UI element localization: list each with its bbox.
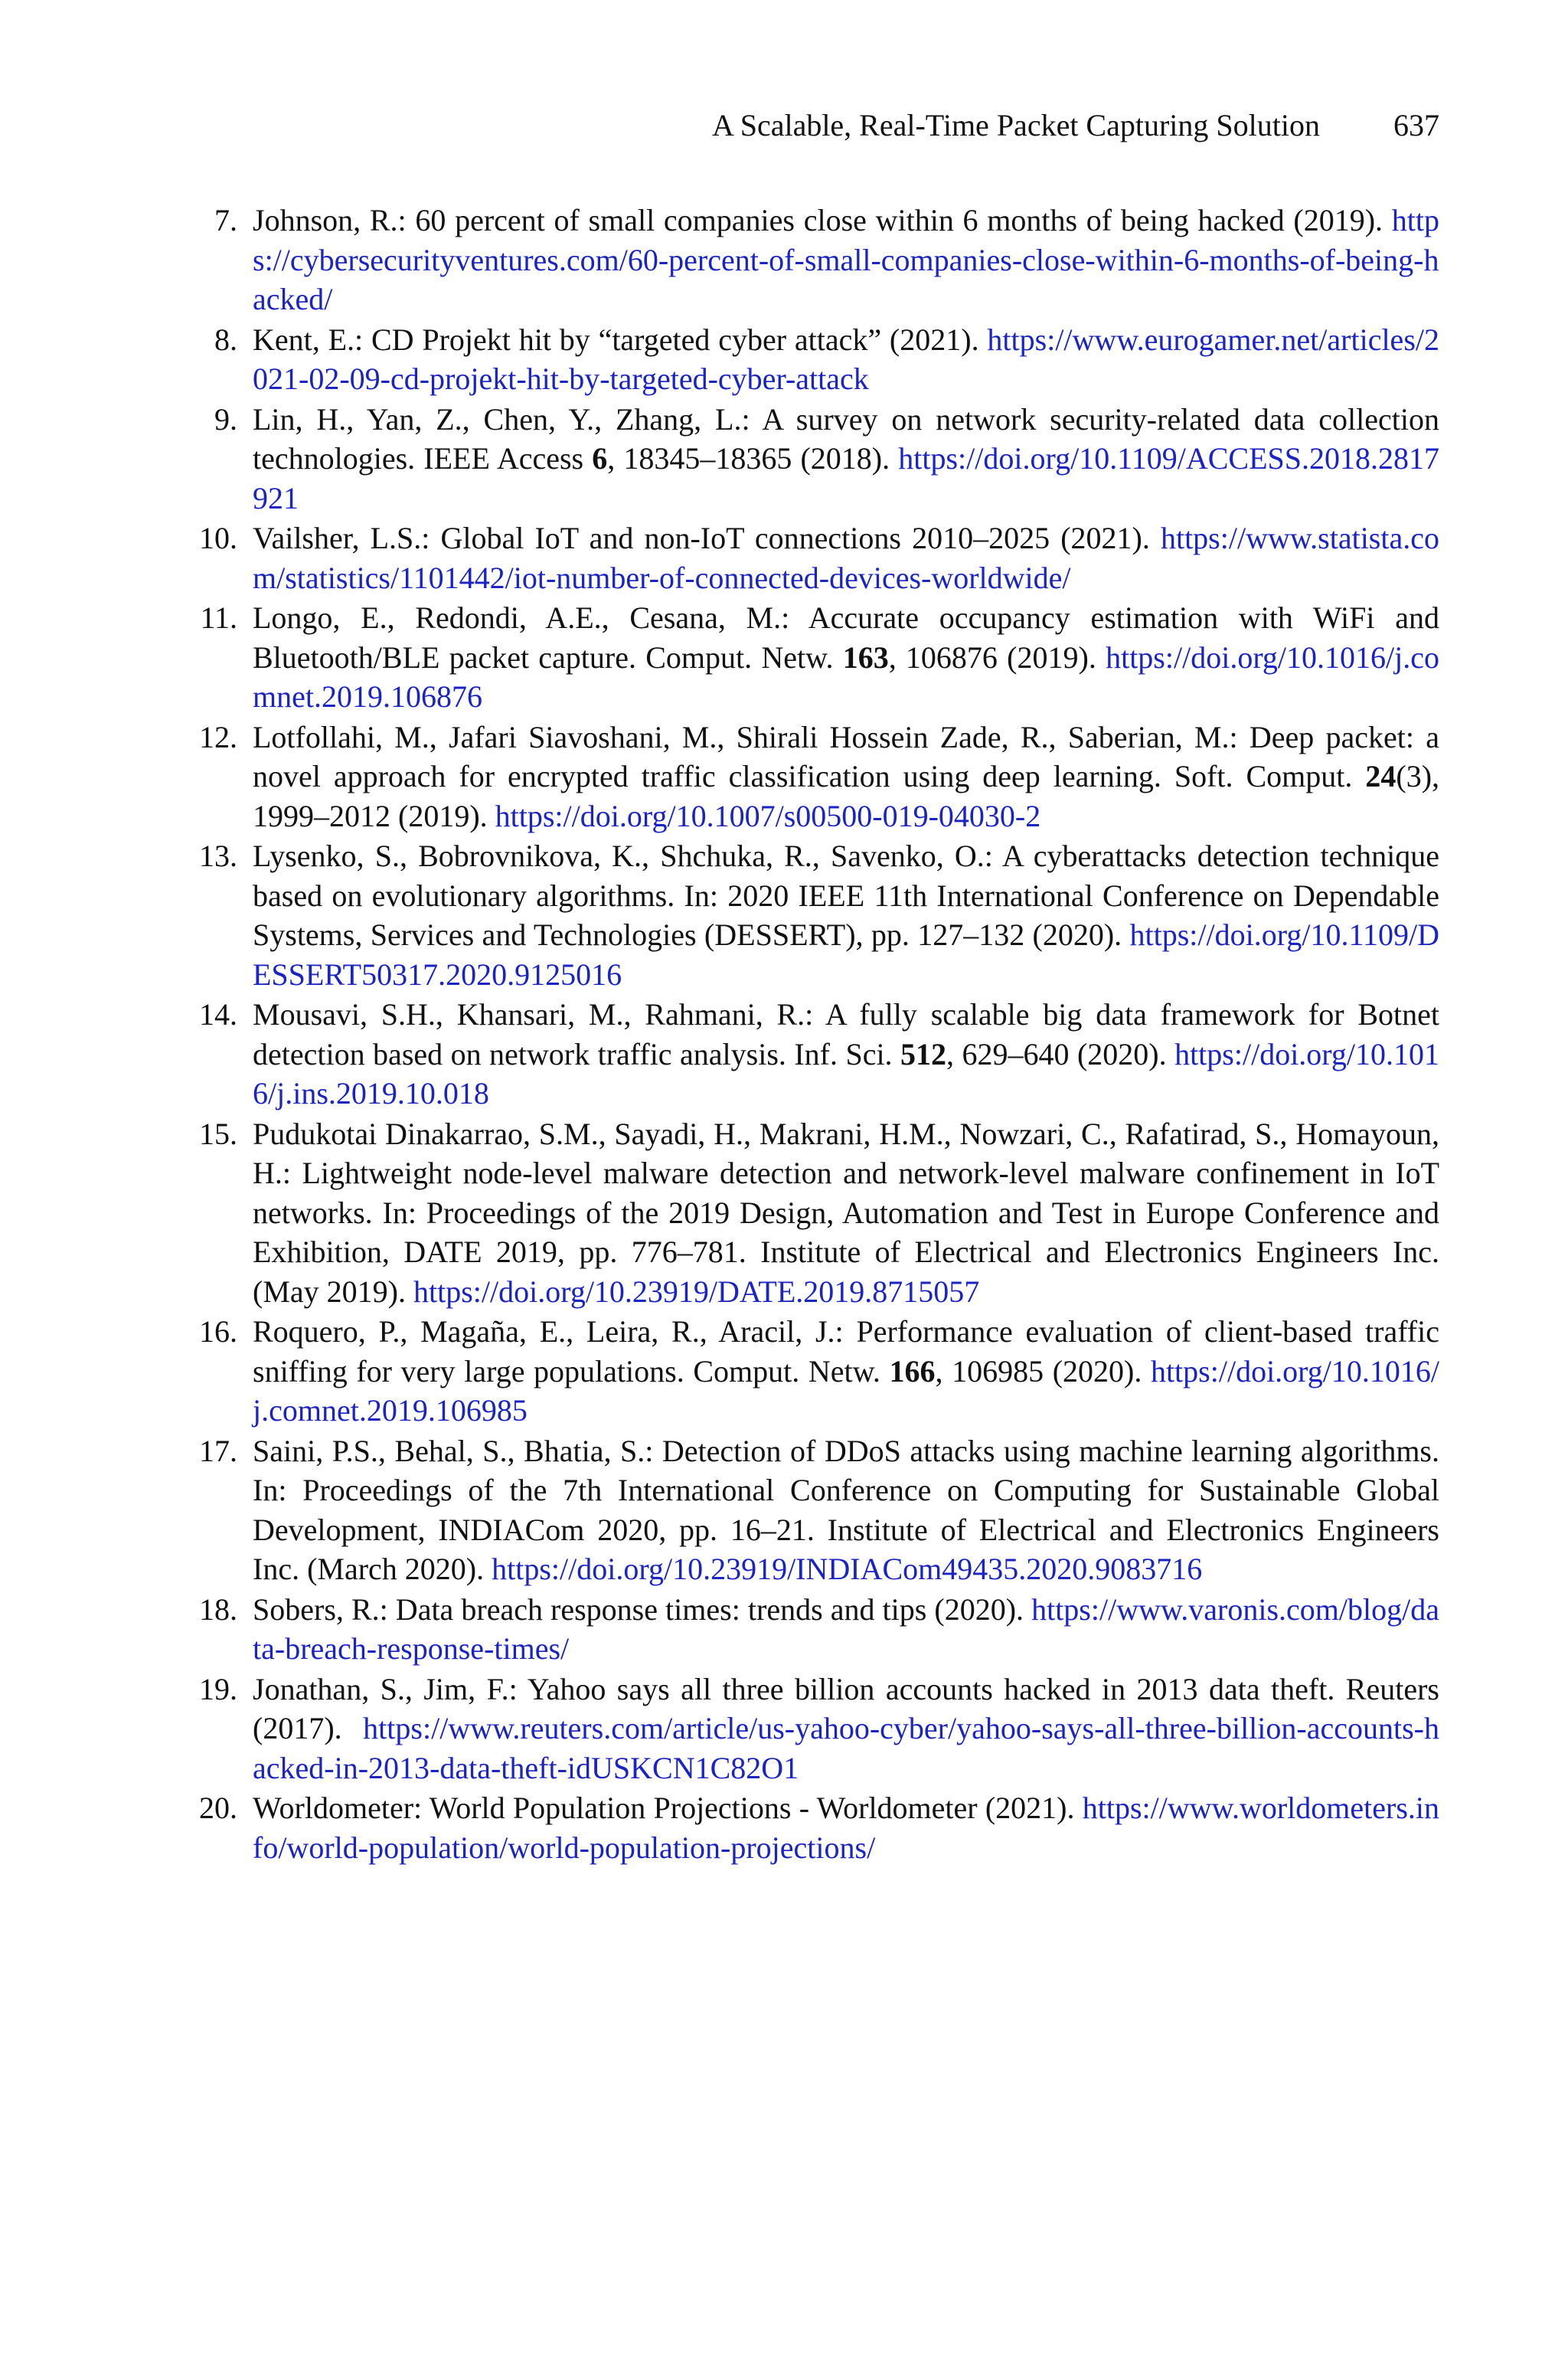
- reference-text: Sobers, R.: Data breach response times: trends and tips (2020).: [253, 1591, 1024, 1627]
- reference-link[interactable]: https://www.statista.com/statistics/1101442/iot-number-of-connected-devices-worldwide/: [253, 521, 1439, 595]
- reference-number: 18.: [199, 1591, 237, 1627]
- reference-item: [190, 1114, 1439, 1312]
- reference-number: 17.: [199, 1433, 237, 1468]
- reference-link[interactable]: https://doi.org/10.1007/s00500-019-04030-2: [495, 798, 1041, 833]
- reference-item: [190, 1788, 1439, 1867]
- reference-text: Worldometer: World Population Projections - Worldometer (2021).: [253, 1791, 1075, 1825]
- reference-text: Johnson, R.: 60 percent of small companies close within 6 months of being hacked (2019).: [253, 203, 1383, 237]
- reference-text: Vailsher, L.S.: Global IoT and non-IoT connections 2010–2025 (2021).: [253, 521, 1150, 555]
- reference-item: [190, 1431, 1439, 1589]
- reference-number: 14.: [199, 997, 237, 1032]
- reference-text: Saini, P.S., Behal, S., Bhatia, S.: Detection of DDoS attacks using machine learning algorithms. In: Proceedings of the 7th International Conference on Computing for Sustainable Global Development, INDIACom 2020, pp. 16–21. Institute of Electrical and Electronics Engineers Inc. (March 2020).: [253, 1433, 1439, 1586]
- reference-volume: 24: [1365, 759, 1396, 793]
- reference-body: [253, 1312, 1439, 1431]
- reference-body: [253, 995, 1439, 1114]
- reference-item: [190, 1590, 1439, 1669]
- reference-number: 12.: [199, 719, 237, 754]
- reference-item: [190, 201, 1439, 319]
- reference-link[interactable]: https://doi.org/10.1016/j.comnet.2019.106876: [253, 639, 1440, 714]
- reference-item: [190, 995, 1439, 1114]
- reference-body: [253, 201, 1439, 319]
- reference-link[interactable]: https://cybersecurityventures.com/60-percent-of-small-companies-close-within-6-months-of-being-hacked/: [253, 203, 1440, 316]
- reference-item: [190, 1312, 1439, 1431]
- reference-link[interactable]: https://doi.org/10.1109/DESSERT50317.2020.9125016: [253, 918, 1439, 992]
- reference-text: Lotfollahi, M., Jafari Siavoshani, M., Shirali Hossein Zade, R., Saberian, M.: Deep packet: a novel approach for encrypted traffic classification using deep learning. Soft. Comput.: [253, 719, 1439, 793]
- reference-text-tail: , 106985 (2020).: [935, 1353, 1142, 1389]
- reference-body: [253, 1590, 1439, 1669]
- reference-item: [190, 400, 1439, 518]
- reference-text: Lysenko, S., Bobrovnikova, K., Shchuka, R., Savenko, O.: A cyberattacks detection technique based on evolutionary algorithms. In: 2020 IEEE 11th International Conference on Dependable Systems, Services and Technologies (DESSERT), pp. 127–132 (2020).: [253, 839, 1439, 952]
- reference-text-tail: (3), 1999–2012 (2019).: [253, 759, 1440, 833]
- reference-text: Pudukotai Dinakarrao, S.M., Sayadi, H., Makrani, H.M., Nowzari, C., Rafatirad, S., Homayoun, H.: Lightweight node-level malware detection and network-level malware confinement in IoT networks. In: Proceedings of the 2019 Design, Automation and Test in Europe Conference and Exhibition, DATE 2019, pp. 776–781. Institute of Electrical and Electronics Engineers Inc. (May 2019).: [253, 1116, 1439, 1309]
- reference-link[interactable]: https://www.worldometers.info/world-population/world-population-projections/: [253, 1791, 1439, 1865]
- reference-body: [253, 598, 1439, 717]
- reference-body: [253, 400, 1439, 518]
- reference-list: [190, 201, 1439, 1868]
- reference-number: 16.: [199, 1314, 237, 1349]
- reference-item: [190, 1670, 1439, 1788]
- reference-item: [190, 718, 1439, 836]
- reference-link[interactable]: https://doi.org/10.1016/j.comnet.2019.106985: [253, 1353, 1440, 1428]
- reference-text: Roquero, P., Magaña, E., Leira, R., Aracil, J.: Performance evaluation of client-based traffic sniffing for very large populations. Comput. Netw.: [253, 1314, 1439, 1389]
- reference-item: [190, 518, 1439, 597]
- reference-text-tail: , 18345–18365 (2018).: [607, 441, 890, 476]
- reference-number: 9.: [214, 401, 237, 437]
- reference-text: Mousavi, S.H., Khansari, M., Rahmani, R.: A fully scalable big data framework for Botnet detection based on network traffic analysis. Inf. Sci.: [253, 997, 1439, 1071]
- reference-link[interactable]: https://doi.org/10.23919/INDIACom49435.2020.9083716: [492, 1552, 1203, 1586]
- reference-body: [253, 1788, 1439, 1867]
- reference-text: Longo, E., Redondi, A.E., Cesana, M.: Accurate occupancy estimation with WiFi and Bluetooth/BLE packet capture. Comput. Netw.: [253, 600, 1439, 675]
- reference-volume: 512: [900, 1036, 947, 1071]
- reference-link[interactable]: https://www.eurogamer.net/articles/2021-02-09-cd-projekt-hit-by-targeted-cyber-attack: [253, 322, 1439, 396]
- running-title: A Scalable, Real-Time Packet Capturing Solution: [712, 108, 1320, 142]
- reference-volume: 6: [592, 441, 608, 476]
- reference-number: 19.: [199, 1671, 237, 1706]
- reference-number: 8.: [214, 322, 237, 357]
- reference-link[interactable]: https://www.varonis.com/blog/data-breach-response-times/: [253, 1591, 1439, 1666]
- reference-body: [253, 1431, 1439, 1589]
- reference-number: 10.: [199, 521, 237, 555]
- reference-text: Lin, H., Yan, Z., Chen, Y., Zhang, L.: A survey on network security-related data collection technologies. IEEE Access: [253, 401, 1439, 476]
- reference-body: [253, 1114, 1439, 1312]
- reference-number: 20.: [199, 1791, 237, 1825]
- reference-item: [190, 320, 1439, 399]
- reference-number: 15.: [199, 1116, 237, 1151]
- page-number: 637: [1393, 108, 1439, 142]
- reference-volume: 166: [889, 1353, 936, 1389]
- reference-body: [253, 836, 1439, 994]
- reference-link[interactable]: https://doi.org/10.1109/ACCESS.2018.2817921: [253, 441, 1440, 515]
- reference-text: Jonathan, S., Jim, F.: Yahoo says all three billion accounts hacked in 2013 data theft. Reuters (2017).: [253, 1671, 1439, 1745]
- reference-link[interactable]: https://doi.org/10.1016/j.ins.2019.10.018: [253, 1036, 1440, 1110]
- running-head: [253, 103, 1439, 149]
- reference-body: [253, 718, 1439, 836]
- reference-text: Kent, E.: CD Projekt hit by “targeted cyber attack” (2021).: [253, 322, 979, 357]
- reference-body: [253, 518, 1439, 597]
- reference-item: [190, 836, 1439, 994]
- reference-text-tail: , 106876 (2019).: [888, 639, 1096, 675]
- reference-body: [253, 1670, 1439, 1788]
- reference-text-tail: , 629–640 (2020).: [946, 1036, 1167, 1071]
- reference-item: [190, 598, 1439, 717]
- reference-number: 13.: [199, 839, 237, 873]
- reference-number: 7.: [214, 203, 237, 237]
- reference-body: [253, 320, 1439, 399]
- reference-link[interactable]: https://www.reuters.com/article/us-yahoo-cyber/yahoo-says-all-three-billion-accounts-hacked-in-2013-data-theft-idUSKCN1C82O1: [253, 1711, 1439, 1785]
- reference-volume: 163: [842, 639, 889, 675]
- reference-number: 11.: [200, 600, 237, 635]
- reference-link[interactable]: https://doi.org/10.23919/DATE.2019.8715057: [413, 1274, 980, 1309]
